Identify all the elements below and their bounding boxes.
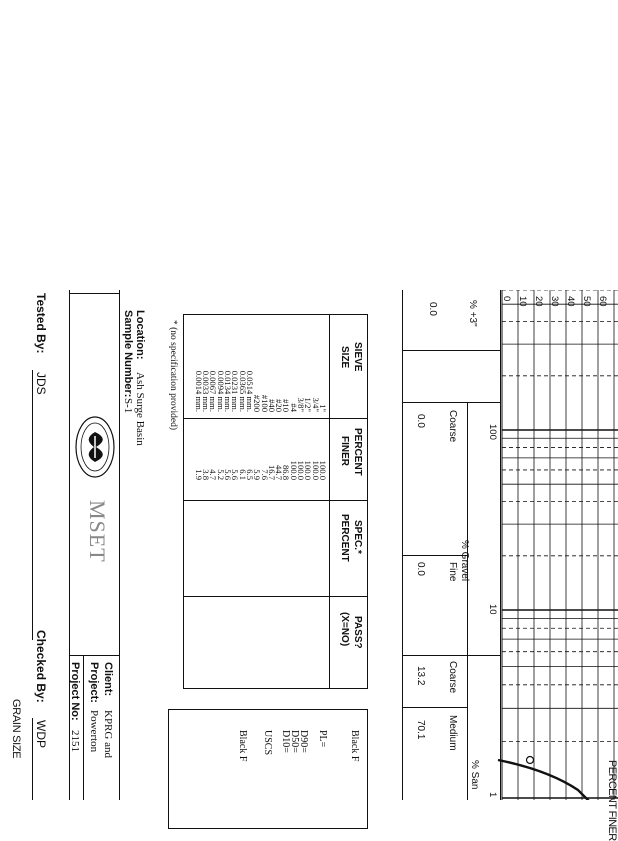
sieve-col-rule-1 <box>183 418 368 419</box>
sand-coarse-value: 13.2 <box>415 666 426 686</box>
percent-finer-cell: 4.7 <box>208 469 219 480</box>
d50-label: D50= <box>289 730 300 753</box>
sieve-size-cell: 1" <box>318 404 328 412</box>
tested-by-underline <box>32 370 33 640</box>
y-tick-label: 20 <box>533 296 544 307</box>
y-tick-label: 30 <box>549 296 560 307</box>
sieve-size-cell: 0.0094 mm. <box>215 370 226 412</box>
sieve-size-cell: 0.0033 mm. <box>201 370 212 412</box>
percent-finer-cell: 100.0 <box>288 460 299 480</box>
sieve-size-cell: #10 <box>281 399 292 412</box>
percent-finer-cell: 44.7 <box>274 464 285 480</box>
checked-by-label: Checked By: <box>34 630 48 703</box>
percent-finer-cell: 100.0 <box>296 460 307 480</box>
location-label: Location: <box>134 310 146 360</box>
sieve-size-cell: 0.0067 mm. <box>208 370 219 412</box>
percent-finer-cell: 100.0 <box>318 460 328 480</box>
y-tick-label: 0 <box>501 296 512 302</box>
sieve-size-header-2: SIZE <box>339 346 350 369</box>
location-value: Ash Surge Basin <box>134 372 146 446</box>
titleblock-top-rule <box>119 290 120 800</box>
checked-by-underline <box>32 718 33 800</box>
percent-finer-cell: 7.6 <box>259 469 270 480</box>
gravel-coarse-value: 0.0 <box>415 414 426 428</box>
y-tick-label: 50 <box>581 296 592 307</box>
spec-header-1: SPEC.* <box>352 520 363 554</box>
d10-label: D10= <box>280 730 291 753</box>
sand-medium-label: Medium <box>447 715 458 751</box>
sieve-col-rule-2 <box>183 500 368 501</box>
titleblock-split-rule <box>70 655 120 656</box>
percent-finer-cell: 86.8 <box>281 464 292 480</box>
sieve-size-cell: 0.0134 mm. <box>223 370 234 412</box>
sieve-col-rule-3 <box>183 596 368 597</box>
titleblock-left-rule <box>70 293 120 294</box>
sieve-size-cell: 3/4" <box>310 397 321 412</box>
percent-finer-cell: 16.7 <box>266 464 277 480</box>
gradation-top-rule <box>500 290 501 800</box>
sample-number-label: Sample Number: <box>122 310 134 398</box>
plus3-value: 0.0 <box>427 302 438 316</box>
percent-finer-cell: 3.8 <box>201 469 212 480</box>
sand-header: % San <box>469 760 480 790</box>
sieve-size-cell: 0.0014 mm. <box>193 370 204 412</box>
client-label: Client: <box>102 662 114 697</box>
gravel-header: % Gravel <box>459 540 470 582</box>
pass-header-2: (X=NO) <box>339 612 350 647</box>
percent-finer-cell: 1.9 <box>193 469 204 480</box>
sieve-header-rule <box>329 314 330 689</box>
soil-description-panel <box>168 709 368 829</box>
checked-by-value: WDP <box>34 720 48 748</box>
soil-description-text: Black F <box>349 730 360 762</box>
percent-finer-cell: 6.1 <box>237 469 248 480</box>
project-no-rule <box>83 655 84 800</box>
finer-header-2: FINER <box>339 436 350 466</box>
sieve-size-cell: #20 <box>274 399 285 412</box>
sieve-size-cell: #200 <box>252 394 263 412</box>
gradation-curve <box>498 760 598 800</box>
sand-divider <box>403 655 501 656</box>
sieve-size-cell: 0.0514 mm. <box>245 370 255 412</box>
y-axis-title: PERCENT FINER <box>606 760 618 841</box>
project-label: Project: <box>88 662 100 703</box>
x-tick-label: 100 <box>487 424 498 440</box>
project-value: Powerton <box>88 710 100 753</box>
company-logo-text: MSET <box>85 500 110 563</box>
sieve-size-cell: 0.0231 mm. <box>230 370 241 412</box>
sand-coarse-label: Coarse <box>447 661 458 694</box>
percent-finer-cell: 5.6 <box>230 469 241 480</box>
x-tick-label: 1 <box>487 792 498 798</box>
percent-finer-cell: 5.2 <box>215 469 226 480</box>
sieve-size-cell: 3/8" <box>296 397 307 412</box>
gravel-split <box>403 555 468 556</box>
client-value: KPRG and <box>102 710 114 758</box>
tested-by-value: JDS <box>34 372 48 395</box>
pass-header-1: PASS? <box>352 616 363 649</box>
y-tick-label: 40 <box>565 296 576 307</box>
x-tick-label: 10 <box>487 604 498 615</box>
gravel-coarse-label: Coarse <box>447 410 458 443</box>
percent-finer-cell: 100.0 <box>310 460 321 480</box>
tested-by-label: Tested By: <box>34 293 48 354</box>
sieve-size-cell: #4 <box>288 403 299 412</box>
percent-finer-cell: 100.0 <box>303 460 314 480</box>
y-tick-label: 10 <box>517 296 528 307</box>
sand-medium-value: 70.1 <box>415 720 426 740</box>
gradation-divider-1 <box>403 350 501 351</box>
gravel-fine-value: 0.0 <box>415 562 426 576</box>
sieve-size-cell: #40 <box>266 399 277 412</box>
gradation-divider-2 <box>403 402 501 403</box>
rotated-report-page <box>0 290 618 841</box>
sieve-size-header-1: SIEVE <box>352 342 363 372</box>
data-point-marker <box>527 757 534 764</box>
x-axis-title: GRAIN SIZE <box>10 699 22 759</box>
titleblock-bottom-rule <box>69 290 70 800</box>
gravel-fine-label: Fine <box>447 562 458 582</box>
y-tick-label: 60 <box>597 296 608 307</box>
uscs-label: USCS <box>262 730 273 756</box>
percent-finer-cell: 6.5 <box>245 469 255 480</box>
percent-finer-cell: 5.6 <box>223 469 234 480</box>
gradation-bottom-rule <box>402 290 403 800</box>
sieve-size-cell: 0.0365 mm. <box>237 370 248 412</box>
gradation-mid-rule <box>467 402 468 800</box>
plus3-header: % +3" <box>467 300 478 327</box>
spec-header-2: PERCENT <box>339 514 350 562</box>
spec-footnote: * (no specification provided) <box>168 320 178 431</box>
percent-finer-cell: 5.9 <box>252 469 263 480</box>
project-no-label: Project No: <box>69 662 81 721</box>
sand-split <box>403 707 468 708</box>
sieve-size-cell: #100 <box>259 394 270 412</box>
finer-header-1: PERCENT <box>352 428 363 476</box>
plastic-limit-label: PL= <box>317 730 328 748</box>
company-seal-logo <box>74 412 116 482</box>
sieve-size-cell: 1/2" <box>303 397 314 412</box>
project-no-value: 2151 <box>69 730 81 752</box>
sample-number-value: S-1 <box>122 398 134 414</box>
remarks-text: Black F <box>237 730 248 762</box>
d90-label: D90= <box>298 730 309 753</box>
